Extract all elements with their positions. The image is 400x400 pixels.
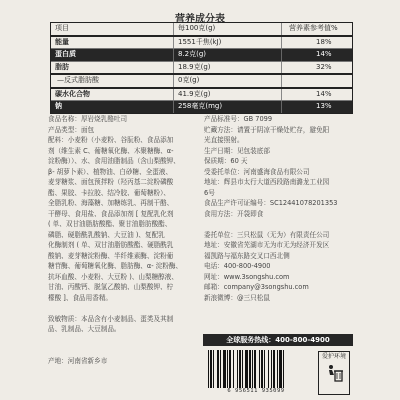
- nutrition-title: 营养成分表: [175, 14, 225, 25]
- ingredients-line: 甘油、丙酸钙、脱氢乙酸钠、山梨酸钾、柠: [48, 283, 174, 291]
- production-date: 生产日期：见包装底部: [204, 146, 270, 155]
- header-nrv: 营养素参考值%: [289, 24, 338, 32]
- ingredients-line: 全脂乳粉、海藻糖、加糖练乳、再制干酪、: [48, 199, 174, 207]
- product-info-left: [48, 114, 183, 303]
- ingredients-line: 酯、果胶、卡拉胶、结冷胶、葡萄糖粉）、: [48, 188, 170, 197]
- nutrient-value: 1551千焦(kJ): [178, 37, 222, 46]
- weibo: 新浪微博：@三只松鼠: [204, 293, 270, 302]
- standard-number: 产品标准号：GB 7099: [204, 115, 273, 123]
- ingredients-line: 干酵母、食用盐、食品添加剂 [ 复配乳化剂: [48, 209, 174, 218]
- ingredients-line: 化酶制剂 ( 单、双甘油脂肪酸酯、硬脂酰乳: [48, 241, 174, 249]
- license-number: 食品生产许可证编号：SC12441078201353: [204, 199, 338, 207]
- nutrient-value: 258毫克(mg): [178, 102, 223, 110]
- ingredients-line: 抗坏血酸、小麦粉、大豆粉 )、山梨糖醇液、: [48, 272, 178, 281]
- ingredients-line: ( 单、双甘油脂肪酸酯、聚甘油脂肪酸酯、: [48, 220, 172, 228]
- origin: 产地：河南省新乡市: [48, 357, 108, 365]
- recycle-bin-icon: [324, 363, 344, 383]
- shelf-life: 保质期：60 天: [204, 157, 248, 165]
- ingredients-list: [48, 135, 183, 303]
- ingredients-line: 酸钠、麦芽糖淀粉酶、半纤维素酶、淀粉葡: [48, 251, 174, 260]
- nutrient-value: 18.9克(g): [178, 62, 211, 71]
- eco-label-text: 爱护环境: [321, 353, 346, 360]
- nutrient-name: —反式脂肪酸: [57, 76, 99, 84]
- allergen-line: 品、乳制品、大豆制品。: [48, 325, 121, 333]
- client-address: 地址：安徽省芜湖市无为市无为经济开发区: [204, 241, 330, 249]
- nutrition-row-fat: [51, 61, 352, 74]
- nutrition-row-carbohydrate: [51, 87, 352, 101]
- nutrient-name: 碳水化合物: [55, 89, 90, 98]
- ingredients-line: 麦芽糖浆、面包预拌粉（羟丙基二淀粉磷酸: [48, 178, 174, 186]
- ingredients-line: 檬酸 ]、食品用香精。: [48, 293, 113, 302]
- client-address-cont: 福凯路与福东路交叉口西北侧: [204, 251, 290, 260]
- nutrition-row-trans-fat: [51, 73, 352, 87]
- barcode-bar: [284, 350, 286, 388]
- nutrient-nrv: 32%: [316, 62, 332, 71]
- nutrient-value: 0克(g): [178, 76, 200, 84]
- nutrient-nrv: 14%: [316, 50, 332, 58]
- header-per: 每100克(g): [178, 24, 216, 32]
- ingredients-line: 配料：小麦粉（小麦粉、谷朊粉、食品添加: [48, 136, 174, 144]
- barcode: [202, 350, 308, 397]
- client-company: 委托单位：三只松鼠（无为）有限责任公司: [204, 230, 330, 239]
- product-type: 产品类型：面包: [48, 125, 95, 134]
- product-info-right: [204, 114, 354, 303]
- manufacturer-address-cont: 6号: [204, 188, 215, 197]
- nutrient-nrv: 13%: [316, 102, 332, 110]
- nutrition-header-row: [51, 23, 352, 35]
- nutrient-value: 8.2克(g): [178, 50, 207, 58]
- nutrition-row-sodium: [51, 100, 352, 113]
- ingredients-line: 淀粉酶））、水、食用油脂制品（含山梨酸钾、: [48, 157, 180, 165]
- barcode-number: 6 956511 935099: [227, 388, 285, 394]
- website: 网址：www.3songshu.com: [204, 272, 290, 281]
- nutrient-name: 蛋白质: [55, 50, 76, 58]
- allergen-line: 致敏物质：本品含有小麦制品、蛋类及其制: [48, 315, 174, 323]
- nutrition-row-protein: [51, 48, 352, 61]
- storage-method: 贮藏方法：请置于阴凉干燥处贮存，避免阳: [204, 125, 330, 134]
- nutrient-nrv: 18%: [316, 37, 332, 46]
- nutrient-nrv: 14%: [316, 89, 332, 98]
- email: 邮箱：company@3songshu.com: [204, 283, 309, 291]
- allergen-info: [48, 314, 183, 334]
- nutrient-name: 钠: [55, 102, 62, 110]
- usage: 食用方法：开袋即食: [204, 209, 264, 218]
- nutrition-table: [50, 22, 353, 114]
- service-hotline: 全球服务热线：400-800-4900: [203, 334, 353, 346]
- ingredients-line: 剂（维生素 C、葡糖氧化酶、木聚糖酶、α-: [48, 146, 174, 155]
- nutrient-name: 脂肪: [55, 62, 69, 71]
- storage-method-cont: 光直接照射。: [204, 136, 244, 144]
- header-item: 项目: [55, 24, 69, 32]
- ingredients-line: 糖苷酶、葡萄糖氧化酶、脂肪酶、α- 淀粉酶、: [48, 262, 183, 270]
- food-name: 食品名称：厚岩烧乳酪吐司: [48, 115, 128, 123]
- nutrition-row-energy: [51, 35, 352, 49]
- nutrient-value: 41.9克(g): [178, 89, 211, 98]
- nutrient-name: 能量: [55, 37, 69, 46]
- eco-label: [318, 351, 350, 395]
- phone: 电话：400-800-4900: [204, 262, 271, 270]
- manufacturer-address: 地址：辉县市太行大道西段路南潞龙工业园: [204, 178, 330, 186]
- manufacturer: 受委托单位：河南盛海食品有限公司: [204, 167, 310, 176]
- ingredients-line: β- 胡萝卜素）、植物油、白砂糖、全蛋液、: [48, 167, 173, 176]
- barcode-bars: [208, 350, 308, 388]
- ingredients-line: 磷脂、硬脂酰乳酸钠、大豆油 )、复配乳: [48, 230, 165, 239]
